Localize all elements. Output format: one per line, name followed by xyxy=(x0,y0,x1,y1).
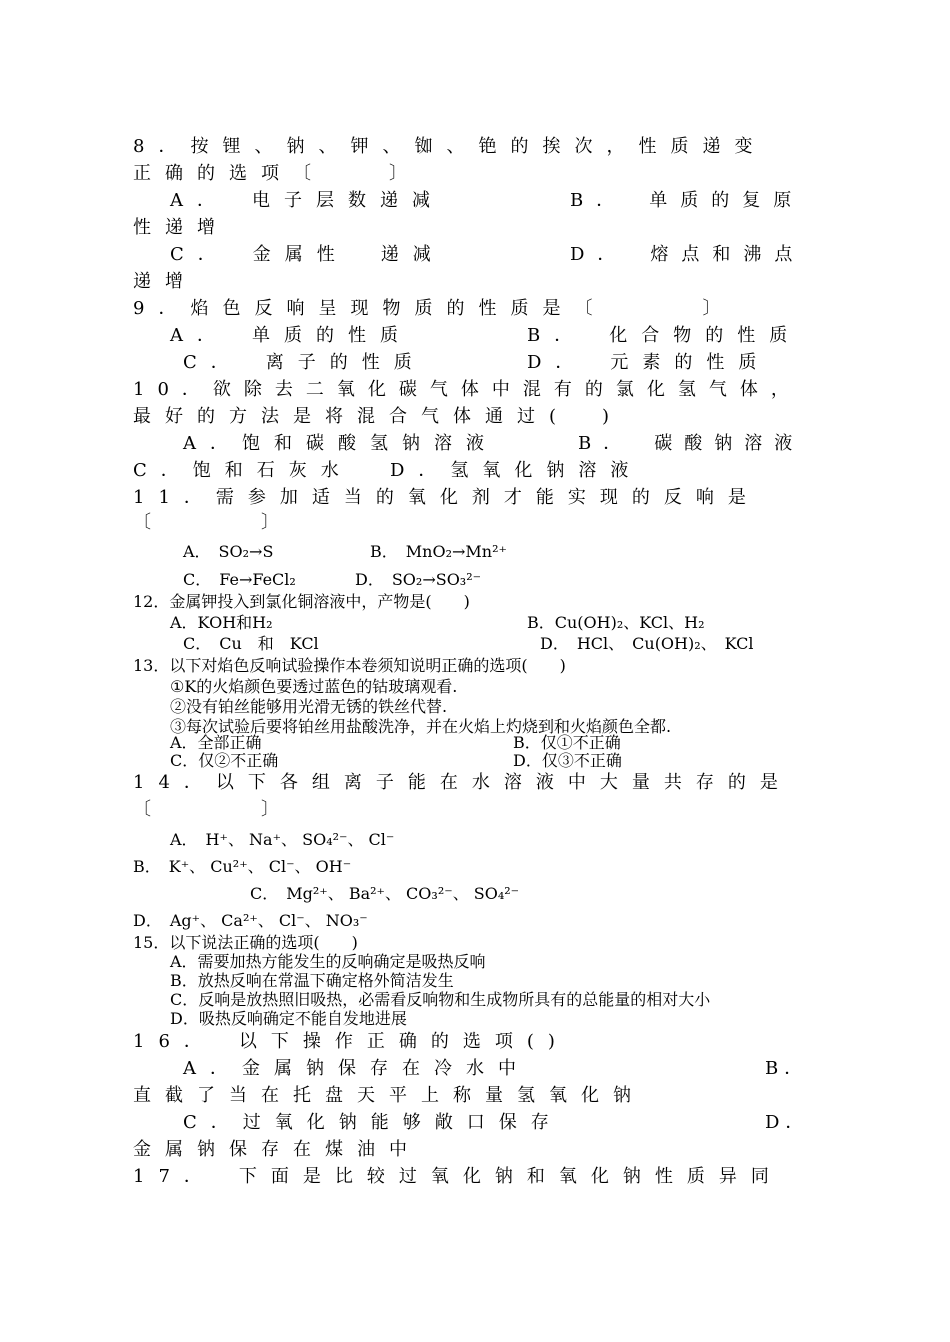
q12-option-b: B．Cu(OH)₂、KCl、H₂ xyxy=(527,613,705,632)
q10-option-d: D．氢氧化钠溶液 xyxy=(390,460,643,481)
q14-stem-line2: 〔 〕 xyxy=(133,799,293,820)
q8-option-b-cont: 性递增 xyxy=(133,217,229,238)
q8-option-b: B． 单质的复原 xyxy=(570,190,805,211)
q10-option-c: C．饱和石灰水 xyxy=(133,460,353,481)
q12-option-d: D． HCl、 Cu(OH)₂、 KCl xyxy=(540,634,754,653)
q15-option-b: B．放热反响在常温下确定格外简洁发生 xyxy=(170,971,454,990)
q15-option-a: A．需要加热方能发生的反响确定是吸热反响 xyxy=(170,952,486,971)
q14-option-d: D． Ag⁺、 Ca²⁺、 Cl⁻、 NO₃⁻ xyxy=(133,911,368,930)
q16-option-a: A．金属钠保存在冷水中 xyxy=(183,1058,530,1079)
q11-option-b: B． MnO₂→Mn²⁺ xyxy=(370,542,507,561)
q8-stem-line1: 8．按锂、钠、钾、铷、铯的挨次，性质递变 xyxy=(133,136,767,157)
q9-stem: 9．焰色反响呈现物质的性质是〔 〕 xyxy=(133,298,735,319)
q14-option-c: C． Mg²⁺、 Ba²⁺、 CO₃²⁻、 SO₄²⁻ xyxy=(250,884,520,903)
q13-option-c: C．仅②不正确 xyxy=(170,751,279,770)
q8-option-d: D． 熔点和沸点 xyxy=(570,244,806,265)
q13-option-b: B．仅①不正确 xyxy=(513,733,621,752)
q14-stem-line1: 14．以下各组离子能在水溶液中大量共存的是 xyxy=(133,772,792,793)
q13-stem: 13．以下对焰色反响试验操作本卷须知说明正确的选项( ) xyxy=(133,656,566,675)
q9-option-c: C． 离子的性质 xyxy=(183,352,426,373)
q15-option-c: C．反响是放热照旧吸热，必需看反响物和生成物所具有的总能量的相对大小 xyxy=(170,990,711,1009)
q16-stem: 16． 以下操作正确的选项() xyxy=(133,1031,569,1052)
q15-option-d: D．吸热反响确定不能自发地进展 xyxy=(170,1009,407,1028)
q11-option-a: A． SO₂→S xyxy=(183,542,274,561)
q16-option-b-cont: 直截了当在托盘天平上称量氢氧化钠 xyxy=(133,1085,645,1106)
q17-stem: 17． 下面是比较过氧化钠和氧化钠性质异同 xyxy=(133,1166,783,1187)
q12-stem: 12．金属钾投入到氯化铜溶液中，产物是( ) xyxy=(133,592,470,611)
q10-stem-line2: 最好的方法是将混合气体通过( ) xyxy=(133,406,624,427)
q11-option-d: D． SO₂→SO₃²⁻ xyxy=(355,570,482,589)
q12-option-a: A．KOH和H₂ xyxy=(170,613,273,632)
q12-option-c: C． Cu 和 KCl xyxy=(183,634,319,653)
q10-stem-line1: 10．欲除去二氧化碳气体中混有的氯化氢气体， xyxy=(133,379,802,400)
q16-option-d-cont: 金属钠保存在煤油中 xyxy=(133,1139,421,1160)
q9-option-d: D． 元素的性质 xyxy=(527,352,771,373)
q13-option-a: A．全部正确 xyxy=(170,733,262,752)
q16-option-d: D． xyxy=(765,1112,810,1133)
q9-option-b: B． 化合物的性质 xyxy=(527,325,802,346)
q14-option-a: A． H⁺、 Na⁺、 SO₄²⁻、 Cl⁻ xyxy=(170,830,395,849)
q16-option-b: B． xyxy=(765,1058,809,1079)
q14-option-b: B． K⁺、 Cu²⁺、 Cl⁻、 OH⁻ xyxy=(133,857,352,876)
q11-stem-line1: 11．需参加适当的氧化剂才能实现的反响是 xyxy=(133,487,760,508)
q11-option-c: C． Fe→FeCl₂ xyxy=(183,570,296,589)
q13-statement-3: ③每次试验后要将铂丝用盐酸洗净，并在火焰上灼烧到和火焰颜色全都. xyxy=(170,717,672,736)
q11-stem-line2: 〔 〕 xyxy=(133,512,293,533)
q10-option-b: B． 碳酸钠溶液 xyxy=(578,433,805,454)
q10-option-a: A．饱和碳酸氢钠溶液 xyxy=(183,433,498,454)
q8-option-d-cont: 递增 xyxy=(133,271,197,292)
q9-option-a: A． 单质的性质 xyxy=(170,325,412,346)
q13-statement-1: ①K的火焰颜色要透过蓝色的钴玻璃观看. xyxy=(170,677,458,696)
q13-option-d: D．仅③不正确 xyxy=(513,751,622,770)
q15-stem: 15．以下说法正确的选项( ) xyxy=(133,933,358,952)
q16-option-c: C．过氧化钠能够敞口保存 xyxy=(183,1112,563,1133)
q13-statement-2: ②没有铂丝能够用光滑无锈的铁丝代替. xyxy=(170,697,448,716)
q8-option-a: A． 电子层数递减 xyxy=(170,190,444,211)
q8-stem-line2: 正确的选项〔 〕 xyxy=(133,163,421,184)
q8-option-c: C． 金属性 递减 xyxy=(170,244,445,265)
